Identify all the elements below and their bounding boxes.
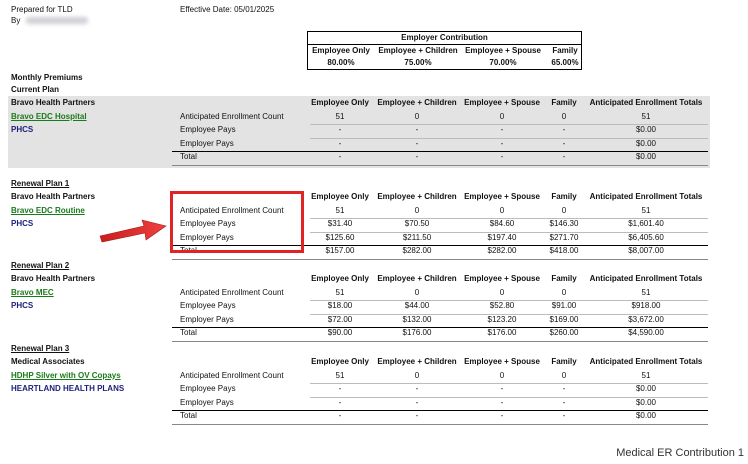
table-cell: - [415, 138, 419, 148]
table-cell: 0 [414, 370, 420, 380]
table-cell: $132.00 [402, 314, 432, 324]
employer-contribution-title: Employer Contribution [401, 33, 488, 42]
total-divider [172, 410, 708, 411]
row-divider [310, 314, 708, 315]
table-cell: - [562, 138, 566, 148]
table-cell: 0 [499, 205, 505, 215]
total-cell: $0.00 [635, 411, 657, 420]
row-label: Anticipated Enrollment Count [180, 287, 284, 297]
redacted-name [26, 17, 88, 24]
plan-name-link[interactable]: Bravo EDC Hospital [11, 111, 87, 121]
total-cell: $282.00 [402, 246, 432, 255]
contrib-col-value: 70.00% [489, 58, 517, 67]
column-header: Family [551, 98, 577, 107]
table-cell: $52.80 [489, 301, 515, 310]
table-cell: - [415, 397, 419, 407]
column-header: Family [551, 192, 577, 201]
plan-name-link[interactable]: Bravo MEC [11, 287, 54, 297]
table-cell: 51 [641, 370, 651, 380]
column-header: Employee + Children [377, 274, 457, 283]
table-cell: 51 [641, 287, 651, 297]
row-divider [310, 383, 708, 384]
table-cell: 51 [335, 370, 345, 380]
row-label: Anticipated Enrollment Count [180, 370, 284, 380]
plan-name-link[interactable]: Bravo EDC Routine [11, 205, 85, 215]
table-cell: 0 [561, 111, 567, 121]
table-cell: - [338, 138, 342, 148]
table-cell: $70.50 [404, 219, 430, 228]
plan-bottom-border [172, 165, 708, 166]
total-cell: - [562, 411, 566, 420]
plan-bottom-border [172, 341, 708, 342]
plan-network: PHCS [11, 219, 34, 228]
total-cell: $260.00 [549, 328, 579, 337]
table-cell: - [338, 125, 342, 134]
total-cell: $157.00 [325, 246, 355, 255]
table-cell: $197.40 [487, 232, 517, 242]
plan-section-title: Current Plan [11, 85, 60, 94]
row-label: Anticipated Enrollment Count [180, 205, 284, 215]
column-header: Employee + Spouse [464, 98, 540, 107]
column-header: Employee + Spouse [464, 274, 540, 283]
plan-name-link[interactable]: HDHP Silver with OV Copays [11, 370, 121, 380]
table-cell: - [500, 397, 504, 407]
total-divider [172, 327, 708, 328]
table-cell: $169.00 [549, 314, 579, 324]
plan-bottom-border [172, 259, 708, 260]
column-header: Employee + Children [377, 192, 457, 201]
total-cell: $176.00 [402, 328, 432, 337]
by-label: By [11, 16, 21, 25]
plan-carrier: Bravo Health Partners [11, 98, 96, 107]
column-header: Anticipated Enrollment Totals [589, 357, 703, 366]
total-cell: - [415, 411, 419, 420]
table-cell: - [500, 384, 504, 393]
contrib-col-header: Family [552, 46, 578, 55]
row-label: Employer Pays [180, 232, 234, 242]
row-divider [310, 124, 708, 125]
row-divider [310, 300, 708, 301]
table-cell: 51 [641, 205, 651, 215]
table-cell: $0.00 [635, 384, 657, 393]
table-cell: 51 [335, 287, 345, 297]
column-header: Family [551, 357, 577, 366]
row-divider [310, 397, 708, 398]
table-cell: $72.00 [327, 314, 353, 324]
contrib-col-value: 65.00% [551, 58, 579, 67]
plan-network: HEARTLAND HEALTH PLANS [11, 384, 125, 393]
table-cell: - [500, 125, 504, 134]
by-line [11, 16, 88, 25]
column-header: Employee Only [311, 98, 369, 107]
row-label: Employee Pays [180, 219, 236, 228]
row-label: Employee Pays [180, 301, 236, 310]
footer-label: Medical ER Contribution 1 [616, 447, 744, 459]
table-cell: 0 [499, 287, 505, 297]
table-cell: $91.00 [551, 301, 577, 310]
row-label: Total [180, 152, 197, 161]
contrib-col-header: Employee + Children [378, 46, 458, 55]
column-header: Employee + Children [377, 98, 457, 107]
column-header: Anticipated Enrollment Totals [589, 192, 703, 201]
plan-bottom-border [172, 424, 708, 425]
contrib-col-value: 75.00% [404, 58, 432, 67]
table-cell: $18.00 [327, 301, 353, 310]
column-header: Employee + Children [377, 357, 457, 366]
table-cell: $44.00 [404, 301, 430, 310]
total-cell: $176.00 [487, 328, 517, 337]
plan-section-title: Renewal Plan 2 [11, 261, 70, 270]
table-cell: 0 [561, 205, 567, 215]
row-label: Employee Pays [180, 125, 236, 134]
table-cell: - [562, 397, 566, 407]
table-cell: $0.00 [635, 138, 657, 148]
total-cell: $8,007.00 [628, 246, 664, 255]
row-label: Anticipated Enrollment Count [180, 111, 284, 121]
table-cell: - [338, 384, 342, 393]
table-cell: 0 [499, 111, 505, 121]
table-cell: 51 [641, 111, 651, 121]
table-cell: $0.00 [635, 125, 657, 134]
table-cell: $3,672.00 [628, 314, 664, 324]
total-cell: - [500, 152, 504, 161]
row-label: Total [180, 328, 197, 337]
column-header: Employee + Spouse [464, 192, 540, 201]
row-divider [310, 138, 708, 139]
row-label: Employer Pays [180, 314, 234, 324]
table-cell: $31.40 [327, 219, 353, 228]
red-arrow-icon [96, 216, 168, 246]
table-cell: $146.30 [549, 219, 579, 228]
total-divider [172, 151, 708, 152]
plan-carrier: Bravo Health Partners [11, 192, 96, 201]
row-label: Employer Pays [180, 397, 234, 407]
row-label: Employer Pays [180, 138, 234, 148]
total-cell: - [415, 152, 419, 161]
row-label: Total [180, 246, 197, 255]
column-header: Anticipated Enrollment Totals [589, 274, 703, 283]
contrib-col-header: Employee Only [312, 46, 370, 55]
total-cell: $282.00 [487, 246, 517, 255]
table-cell: - [562, 125, 566, 134]
table-cell: 0 [414, 111, 420, 121]
total-cell: $90.00 [327, 328, 353, 337]
total-cell: - [562, 152, 566, 161]
plan-carrier: Bravo Health Partners [11, 274, 96, 283]
table-cell: 51 [335, 111, 345, 121]
total-cell: - [338, 152, 342, 161]
total-cell: $418.00 [549, 246, 579, 255]
table-cell: 0 [414, 287, 420, 297]
plan-network: PHCS [11, 125, 34, 134]
table-cell: 0 [561, 370, 567, 380]
table-cell: $271.70 [549, 232, 579, 242]
plan-section-title: Renewal Plan 3 [11, 344, 70, 353]
total-cell: $4,590.00 [628, 328, 664, 337]
highlight-box [170, 191, 304, 253]
plan-section-title: Renewal Plan 1 [11, 179, 70, 188]
column-header: Employee + Spouse [464, 357, 540, 366]
table-cell: - [338, 397, 342, 407]
contrib-col-value: 80.00% [327, 58, 355, 67]
total-cell: - [500, 411, 504, 420]
row-divider [310, 232, 708, 233]
plan-carrier: Medical Associates [11, 357, 85, 366]
column-header: Anticipated Enrollment Totals [589, 98, 703, 107]
table-cell: $123.20 [487, 314, 517, 324]
table-cell: $84.60 [489, 219, 515, 228]
plan-network: PHCS [11, 301, 34, 310]
table-cell: $918.00 [631, 301, 661, 310]
column-header: Employee Only [311, 192, 369, 201]
monthly-premiums-label: Monthly Premiums [11, 73, 83, 82]
row-label: Employee Pays [180, 384, 236, 393]
table-cell: - [415, 384, 419, 393]
column-header: Employee Only [311, 274, 369, 283]
table-cell: $6,405.60 [628, 232, 664, 242]
table-cell: 0 [499, 370, 505, 380]
table-cell: - [415, 125, 419, 134]
table-cell: 0 [561, 287, 567, 297]
table-cell: - [562, 384, 566, 393]
total-cell: - [338, 411, 342, 420]
table-cell: $1,601.40 [628, 219, 664, 228]
column-header: Family [551, 274, 577, 283]
prepared-for: Prepared for TLD [11, 5, 73, 14]
contrib-col-header: Employee + Spouse [465, 46, 541, 55]
row-label: Total [180, 411, 197, 420]
table-cell: $0.00 [635, 397, 657, 407]
table-cell: 0 [414, 205, 420, 215]
table-cell: $211.50 [402, 232, 432, 242]
table-cell: $125.60 [325, 232, 355, 242]
table-cell: 51 [335, 205, 345, 215]
effective-date: Effective Date: 05/01/2025 [180, 5, 275, 14]
table-cell: - [500, 138, 504, 148]
row-divider [310, 218, 708, 219]
employer-contribution-box [307, 31, 582, 70]
column-header: Employee Only [311, 357, 369, 366]
total-cell: $0.00 [635, 152, 657, 161]
